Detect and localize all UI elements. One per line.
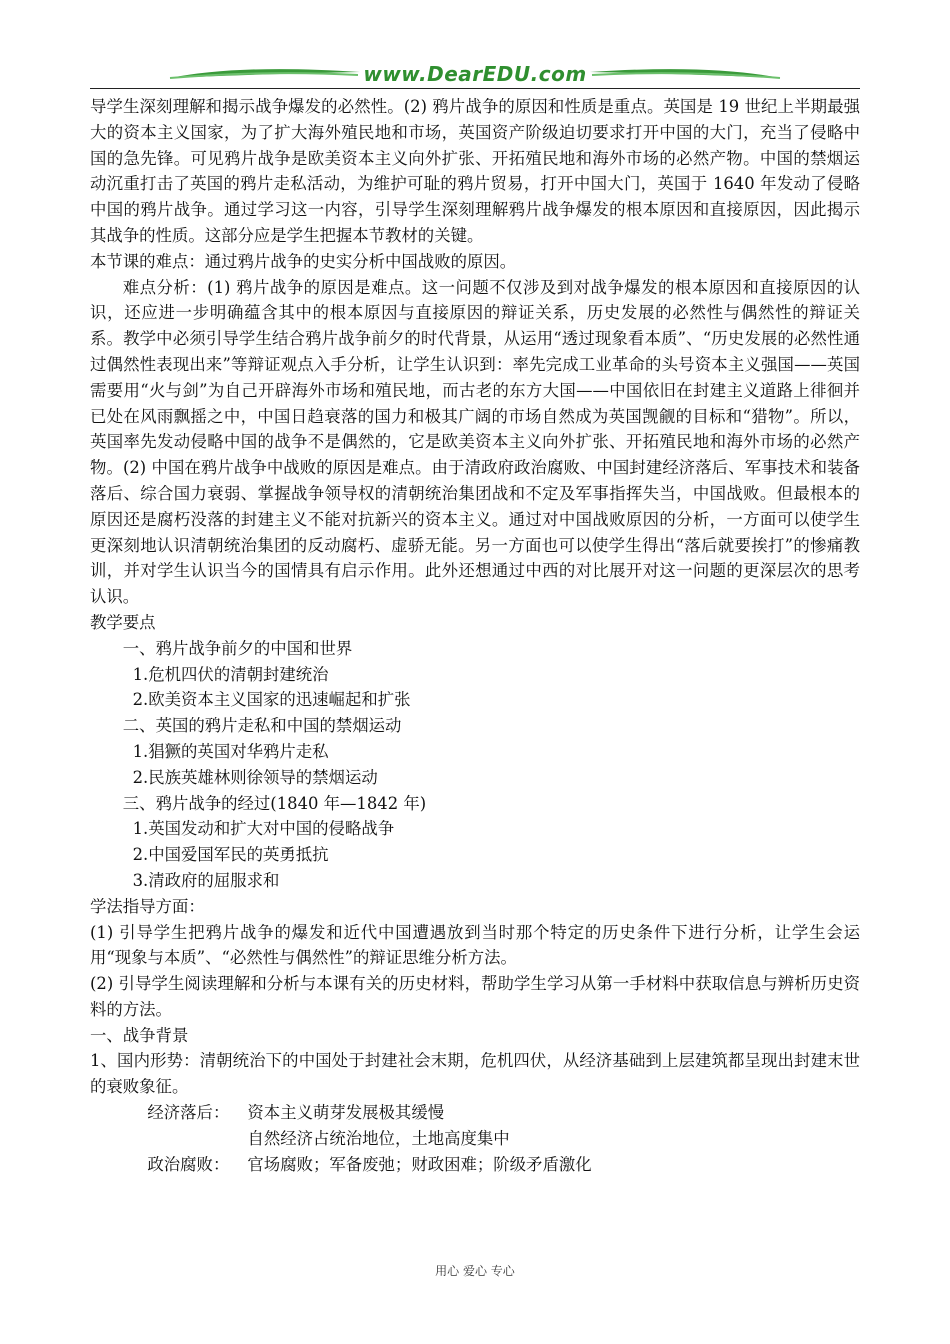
method-item: (1) 引导学生把鸦片战争的爆发和近代中国遭遇放到当时那个特定的历史条件下进行分析，让学生会运用“现象与本质”、“必然性与偶然性”的辩证思维分析方法。 — [90, 922, 860, 968]
economy-value-continued: 自然经济占统治地位，土地高度集中 — [247, 1128, 510, 1148]
document-body — [90, 94, 860, 1177]
paragraph-key-point: 导学生深刻理解和揭示战争爆发的必然性。(2) 鸦片战争的原因和性质是重点。英国是 19 世纪上半期最强大的资本主义国家，为了扩大海外殖民地和市场，英国资产阶级迫切要求打开中国的大门，充当了侵略中国的急先锋。可见鸦片战争是欧美资本主义向外扩张、开拓殖民地和海外市场的必然产物。中国的禁烟运动沉重打击了英国的鸦片走私活动，为维护可耻的鸦片贸易，打开中国大门，英国于 1640 年发动了侵略中国的鸦片战争。通过学习这一内容，引导学生深刻理解鸦片战争爆发的根本原因和直接原因，因此揭示其战争的性质。这部分应是学生把握本节教材的关键。 — [90, 97, 860, 245]
economy-value: 资本主义萌芽发展极其缓慢 — [247, 1103, 445, 1123]
header-divider — [90, 88, 860, 89]
outline-item: 三、鸦片战争的经过(1840 年—1842 年) — [122, 793, 427, 813]
politics-label: 政治腐败： — [147, 1154, 230, 1174]
section-heading-teaching-points: 教学要点 — [90, 612, 156, 632]
paragraph-domestic-situation: 1、国内形势：清朝统治下的中国处于封建社会末期，危机四伏，从经济基础到上层建筑都呈现出封建末世的衰败象征。 — [90, 1051, 860, 1097]
section-heading-background: 一、战争背景 — [90, 1025, 189, 1045]
outline-subitem: 1.危机四伏的清朝封建统治 — [132, 664, 329, 684]
outline-subitem: 2.中国爱国军民的英勇抵抗 — [132, 845, 329, 865]
paragraph-difficulty-analysis: 难点分析：(1) 鸦片战争的原因是难点。这一问题不仅涉及到对战争爆发的根本原因和直接原因的认识，还应进一步明确蕴含其中的根本原因与直接原因的辩证关系，历史发展的必然性与偶然性的辩证关系。教学中必须引导学生结合鸦片战争前夕的时代背景，从运用“透过现象看本质”、“历史发展的必然性通过偶然性表现出来”等辩证观点入手分析，让学生认识到：率先完成工业革命的头号资本主义强国——英国需要用“火与剑”为自己开辟海外市场和殖民地，而古老的东方大国——中国依旧在封建主义道路上徘徊并已处在风雨飘摇之中，中国日趋衰落的国力和极其广阔的市场自然成为英国觊觎的目标和“猎物”。所以，英国率先发动侵略中国的战争不是偶然的，它是欧美资本主义向外扩张、开拓殖民地和海外市场的必然产物。(2) 中国在鸦片战争中战败的原因是难点。由于清政府政治腐败、中国封建经济落后、军事技术和装备落后、综合国力衰弱、掌握战争领导权的清朝统治集团战和不定及军事指挥失当，中国战败。但最根本的原因还是腐朽没落的封建主义不能对抗新兴的资本主义。通过对中国战败原因的分析，一方面可以使学生更深刻地认识清朝统治集团的反动腐朽、虚骄无能。另一方面也可以使学生得出“落后就要挨打”的惨痛教训，并对学生认识当今的国情具有启示作用。此外还想通过中西的对比展开对这一问题的更深层次的思考认识。 — [90, 277, 860, 607]
politics-row — [90, 1152, 860, 1178]
outline-subitem: 2.欧美资本主义国家的迅速崛起和扩张 — [132, 690, 411, 710]
outline-subitem: 1.猖獗的英国对华鸦片走私 — [132, 741, 329, 761]
paragraph-difficulty: 本节课的难点：通过鸦片战争的史实分析中国战败的原因。 — [90, 251, 517, 271]
politics-value: 官场腐败；军备废弛；财政困难；阶级矛盾激化 — [247, 1154, 592, 1174]
method-item: (2) 引导学生阅读理解和分析与本课有关的历史材料，帮助学生学习从第一手材料中获取信息与辨析历史资料的方法。 — [90, 974, 860, 1019]
page-footer: 用心 爱心 专心 — [435, 1264, 515, 1278]
outline-subitem: 1.英国发动和扩大对中国的侵略战争 — [132, 819, 395, 839]
economy-row — [90, 1100, 860, 1126]
site-logo-text: www.DearEDU.com — [363, 62, 587, 86]
page-header — [90, 58, 860, 90]
outline-subitem: 3.清政府的屈服求和 — [132, 870, 280, 890]
outline-item: 二、英国的鸦片走私和中国的禁烟运动 — [122, 716, 402, 736]
outline-subitem: 2.民族英雄林则徐领导的禁烟运动 — [132, 767, 378, 787]
economy-label: 经济落后： — [147, 1103, 230, 1123]
section-heading-method: 学法指导方面： — [90, 896, 205, 916]
outline-item: 一、鸦片战争前夕的中国和世界 — [122, 638, 353, 658]
